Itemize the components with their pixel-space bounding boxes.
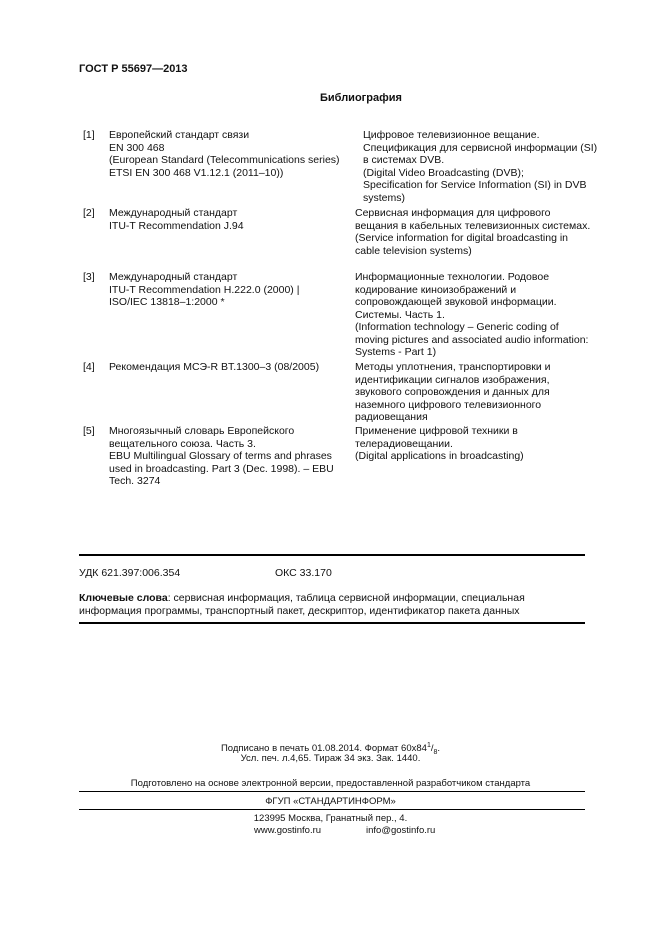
bibliography-entry-5 (83, 425, 593, 495)
entry-source: Рекомендация МСЭ-R BT.1300–3 (08/2005) (109, 361, 320, 373)
imprint-address: 123995 Москва, Гранатный пер., 4. (253, 813, 408, 824)
entry-title: Информационные технологии. Родовое кодирование киноизображений и сопровождающей звуковой информации. Системы. Часть 1. (Information technology – Generic coding of moving pictures and associated audio information: Systems - Part 1) (355, 271, 589, 358)
entry-number: [1] (83, 129, 95, 141)
udk-code: УДК 621.397:006.354 (79, 567, 181, 579)
oks-code: ОКС 33.170 (275, 567, 332, 579)
imprint-publisher: ФГУП «СТАНДАРТИНФОРМ» (265, 796, 396, 807)
imprint-sheets: Усл. печ. л.4,65. Тираж 34 экз. Зак. 1440. (240, 753, 421, 764)
bibliography-list (83, 129, 598, 495)
entry-number: [2] (83, 207, 95, 219)
section-rule-bottom (79, 622, 585, 624)
signed-suffix: . (437, 743, 441, 755)
bibliography-entry-3 (83, 271, 593, 361)
entry-number: [4] (83, 361, 95, 373)
signed-text: Подписано в печать 01.08.2014. Формат 60x84 (220, 743, 427, 755)
imprint-signed: Подписано в печать 01.08.2014. Формат $60x84^1/_8$. (220, 742, 441, 757)
entry-title: Сервисная информация для цифрового вещания в кабельных телевизионных системах. (Service information for digital broadcasting in cable television systems) (355, 207, 591, 257)
bibliography-entry-1 (83, 129, 598, 207)
entry-number: [5] (83, 425, 95, 437)
keywords-text: : сервисная информация, таблица сервисной информации, специальная информация программы, транспортный пакет, дескриптор, идентификатор пакета данных (79, 592, 525, 617)
format-fraction-num: 1 (426, 742, 431, 749)
publisher-rule-bottom (79, 809, 585, 810)
document-code: ГОСТ Р 55697—2013 (79, 63, 188, 75)
publisher-email[interactable]: info@gostinfo.ru (366, 825, 436, 836)
bibliography-title (0, 92, 661, 104)
imprint-prepared: Подготовлено на основе электронной версии, предоставленной разработчиком стандарта (130, 778, 531, 789)
entry-title: Цифровое телевизионное вещание. Спецификация для сервисной информации (SI) в системах DVB. (Digital Video Broadcasting (DVB); Specification for Service Information (SI) in DVB systems) (363, 129, 598, 204)
entry-source: Международный стандарт ITU-T Recommendation J.94 (109, 207, 244, 232)
entry-source: Международный стандарт ITU-T Recommendation H.222.0 (2000) | ISO/IEC 13818–1:2000 * (109, 271, 300, 308)
format-fraction-den: 8 (433, 749, 438, 757)
section-rule-top (79, 554, 585, 556)
entry-source: Европейский стандарт связи EN 300 468 (European Standard (Telecommunications series) ETSI EN 300 468 V1.12.1 (2011–10)) (109, 129, 340, 179)
entry-source: Многоязычный словарь Европейского вещательного союза. Часть 3. EBU Multilingual Glossary of terms and phrases used in broadcasting. Part 3 (Dec. 1998). – EBU Tech. 3274 (109, 425, 334, 487)
bibliography-entry-2 (83, 207, 593, 271)
bibliography-entry-4 (83, 361, 593, 425)
keywords-label: Ключевые слова (79, 592, 168, 604)
bibliography-title-text: Библиография (320, 92, 402, 104)
publisher-website[interactable]: www.gostinfo.ru (254, 825, 322, 836)
entry-title: Применение цифровой техники в телерадиовещании. (Digital applications in broadcasting) (355, 425, 524, 462)
entry-title: Методы уплотнения, транспортировки и идентификации сигналов изображения, звукового сопровождения и данных для наземного цифрового телевизионного радиовещания (355, 361, 551, 423)
keywords (79, 592, 585, 618)
entry-number: [3] (83, 271, 95, 283)
publisher-rule-top (79, 791, 585, 792)
